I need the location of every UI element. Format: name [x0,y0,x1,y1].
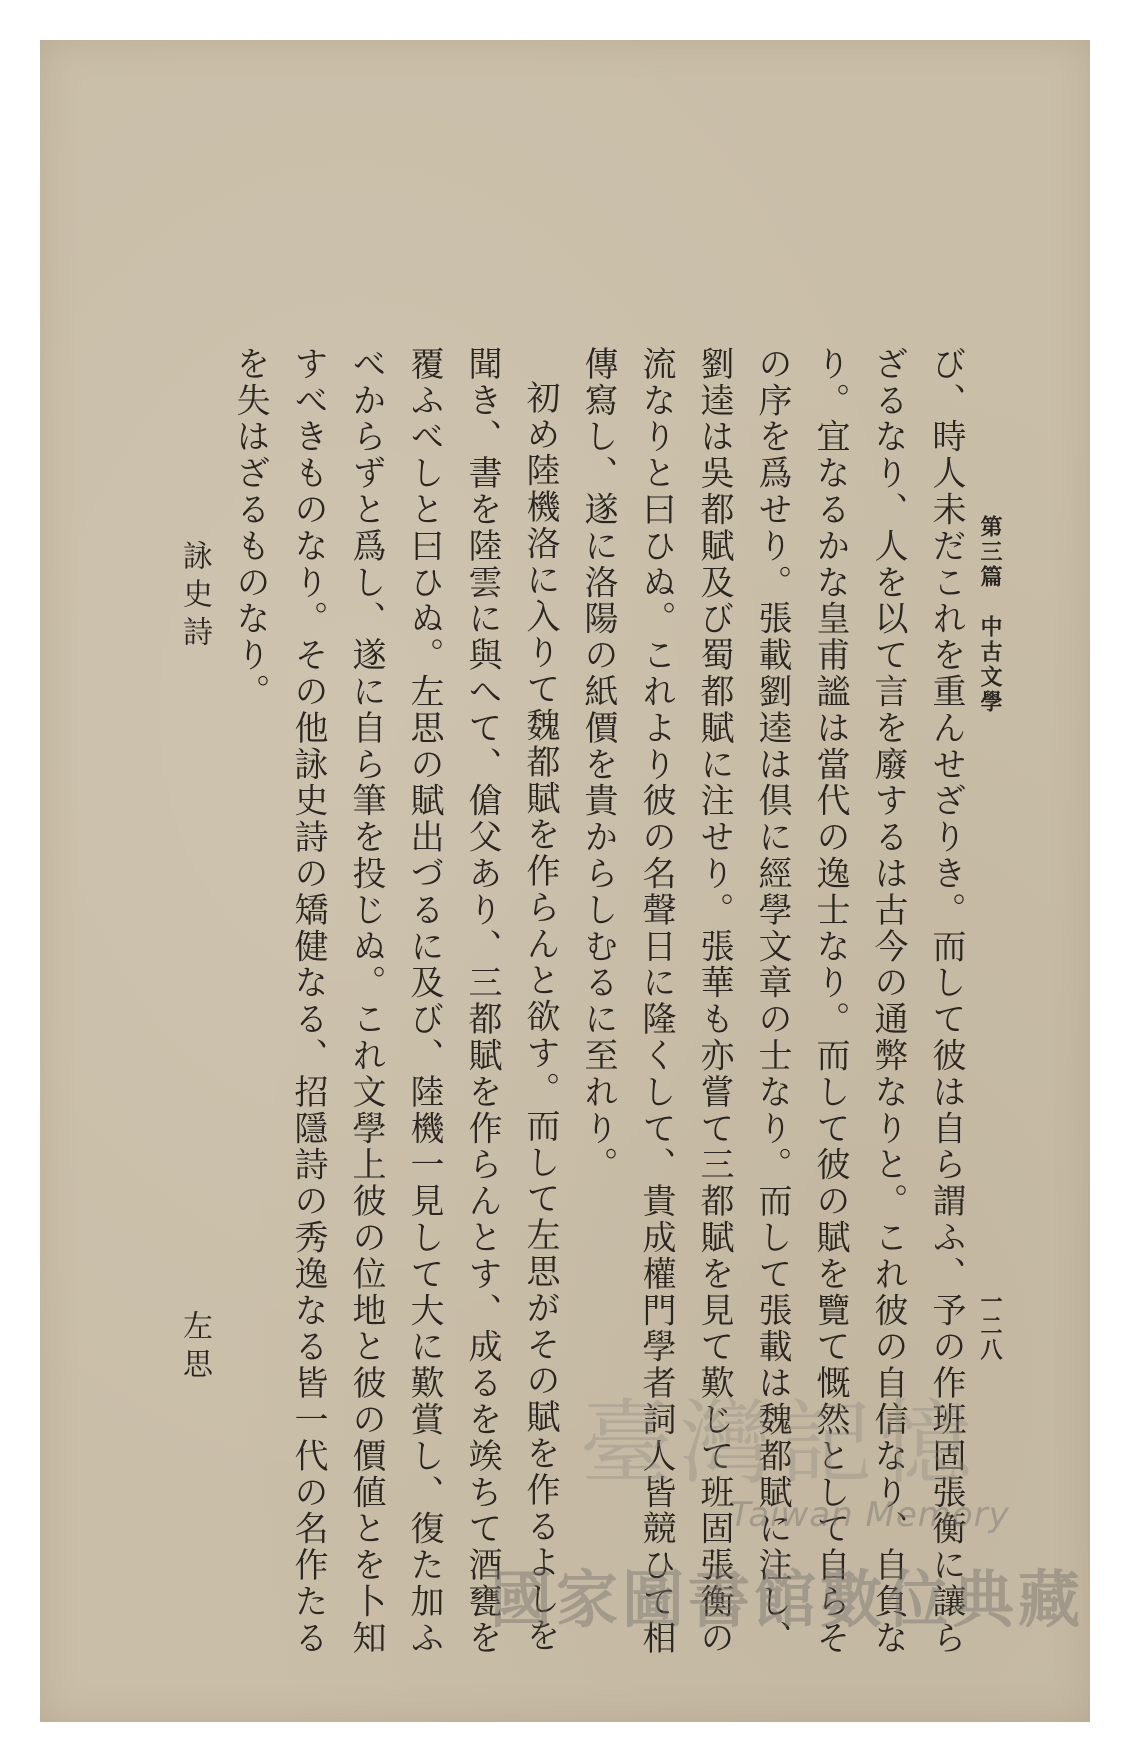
body-text [230,346,975,1666]
watermark-latin-text: Taiwan Memory [730,1495,1010,1535]
running-header-section: 第三篇 中古文學 [977,515,1003,715]
margin-heading-top: 詠史詩 [177,540,212,654]
page-number: 一二八 [977,1290,1003,1362]
watermark-institution: 國家圖書館數位典藏 [490,1563,1085,1636]
watermark-logo-script: 臺灣記憶 [580,1390,981,1497]
margin-heading-bottom: 左思 [177,1310,212,1386]
paragraph-2: 初め陸機洛に入りて魏都賦を作らんと欲す。而して左思がその賦を作るよしを聞き、書を陸雲に與へて、傖父あり、三都賦を作らんとす、成るを竢ちて酒甕を覆ふべしと曰ひぬ。左思の賦出づるに及び、陸機一見して大に歎賞し、復た加ふべからずと爲し、遂に自ら筆を投じぬ。これ文學上彼の位地と彼の價値とを卜知すべきものなり。その他詠史詩の矯健なる、招隱詩の秀逸なる皆一代の名作たるを失はざるものなり。 [230,346,560,1657]
book-page [40,40,1090,1722]
paragraph-1: び、時人未だこれを重んせざりき。而して彼は自ら謂ふ、予の作班固張衡に讓らざるなり、人を以て言を廢するは古今の通弊なりと。これ彼の自信なり、自負なり。宜なるかな皇甫謐は當代の逸士なり。而して彼の賦を覽て慨然として自らその序を爲せり。張載劉逵は倶に經學文章の士なり。而して張載は魏都賦に注し、劉逵は吳都賦及び蜀都賦に注せり。張華も亦嘗て三都賦を見て歎じて班固張衡の流なりと曰ひぬ。これより彼の名聲日に隆くして、貴成權門學者詞人皆競ひて相傳寫し、遂に洛陽の紙價を貴からしむるに至れり。 [578,346,966,1657]
